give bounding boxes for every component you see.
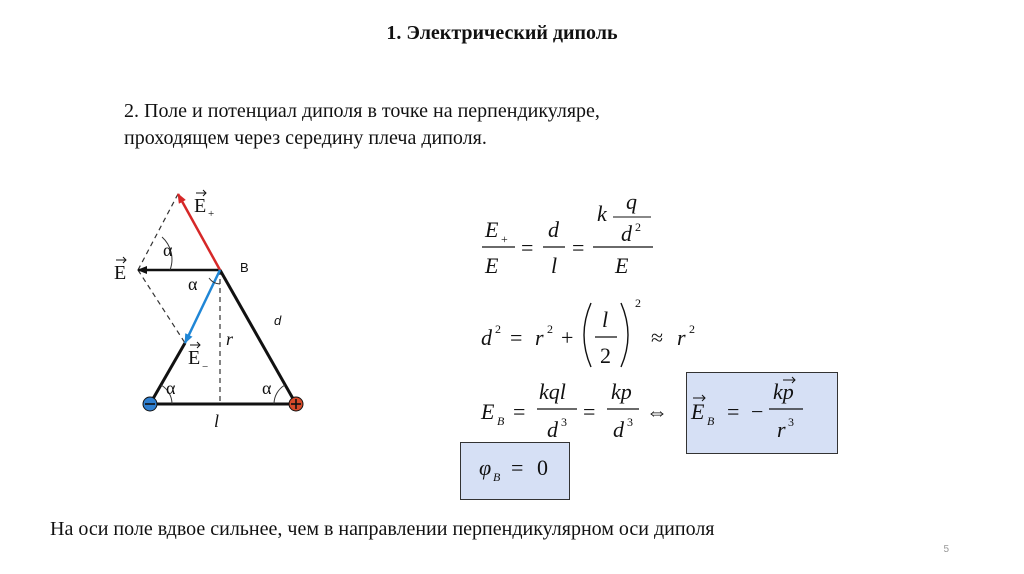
r-label: r <box>226 329 234 349</box>
page-number: 5 <box>943 544 949 555</box>
l-label: l <box>214 411 220 431</box>
E-plus-sub: + <box>208 208 215 220</box>
dipole-diagram <box>100 180 320 440</box>
svg-text:3: 3 <box>561 415 567 429</box>
svg-text:=: = <box>583 399 596 424</box>
subtitle-line-1: 2. Поле и потенциал диполя в точке на перпендикуляре, <box>124 100 600 122</box>
eq3-equivalence: ⇔ <box>646 399 668 424</box>
conclusion-text: На оси поле вдвое сильнее, чем в направлении перпендикулярном оси диполя <box>50 518 715 540</box>
eq4-zero: 0 <box>537 455 548 480</box>
eq1-E-den2: E <box>615 253 629 278</box>
svg-text:2: 2 <box>635 296 641 310</box>
svg-text:=: = <box>510 325 523 350</box>
svg-text:−: − <box>751 399 764 424</box>
svg-text:=: = <box>513 399 526 424</box>
eq2-r: r <box>535 325 544 350</box>
alpha-label-left: α <box>166 378 176 398</box>
svg-text:+: + <box>561 325 574 350</box>
eq3-r3: r <box>777 417 786 442</box>
eq3-kp: kp <box>611 379 632 404</box>
svg-text:B: B <box>497 414 505 428</box>
slide-subtitle <box>124 98 784 152</box>
eq2-r-right: r <box>677 325 686 350</box>
eq1-d-num: d <box>548 217 559 242</box>
eq1-d2: d <box>621 221 632 246</box>
E-minus-label: E <box>188 347 201 369</box>
alpha-label-right: α <box>262 378 272 398</box>
eq1-q: q <box>626 189 637 214</box>
svg-text:2: 2 <box>689 322 695 336</box>
eq4-phi: φ <box>479 455 492 480</box>
svg-text:=: = <box>572 235 585 260</box>
E-minus-sub: − <box>202 361 209 373</box>
E-plus-label: E <box>194 195 207 217</box>
E-label: E <box>114 262 127 284</box>
point-B-label: B <box>240 260 249 275</box>
alpha-label-B: α <box>188 274 198 294</box>
angle-arc-right-base <box>274 385 285 404</box>
eq3-EB-vector: E <box>691 399 705 424</box>
svg-text:+: + <box>501 232 508 246</box>
slide-title: 1. Электрический диполь <box>386 22 618 44</box>
eq1-E-plus-num: E <box>485 217 499 242</box>
eq2-two-den: 2 <box>600 343 611 368</box>
alpha-label-top: α <box>163 240 173 260</box>
svg-text:B: B <box>707 414 715 428</box>
eq1-k: k <box>597 201 607 226</box>
eq3-kql: kql <box>539 379 566 404</box>
svg-text:2: 2 <box>635 220 641 234</box>
eq3-d3-b: d <box>613 417 624 442</box>
svg-text:2: 2 <box>495 322 501 336</box>
dashed-parallelogram-bottom <box>138 270 185 343</box>
eq1-E-den: E <box>485 253 499 278</box>
svg-text:=: = <box>727 399 740 424</box>
subtitle-line-2: проходящем через середину плеча диполя. <box>124 127 487 149</box>
eq3-kp-vec: kp <box>773 379 794 404</box>
svg-text:=: = <box>521 235 534 260</box>
eq2-approx: ≈ <box>651 325 664 350</box>
eq3-d3-a: d <box>547 417 558 442</box>
eq3-E: E <box>481 399 495 424</box>
eq2-d: d <box>481 325 492 350</box>
eq2-l: l <box>602 307 609 332</box>
svg-text:3: 3 <box>627 415 633 429</box>
svg-text:3: 3 <box>788 415 794 429</box>
svg-text:B: B <box>493 470 501 484</box>
svg-text:=: = <box>511 455 524 480</box>
d-label: d <box>274 313 282 328</box>
formulas-block <box>455 185 855 505</box>
eq1-l-den: l <box>551 253 558 278</box>
svg-text:2: 2 <box>547 322 553 336</box>
